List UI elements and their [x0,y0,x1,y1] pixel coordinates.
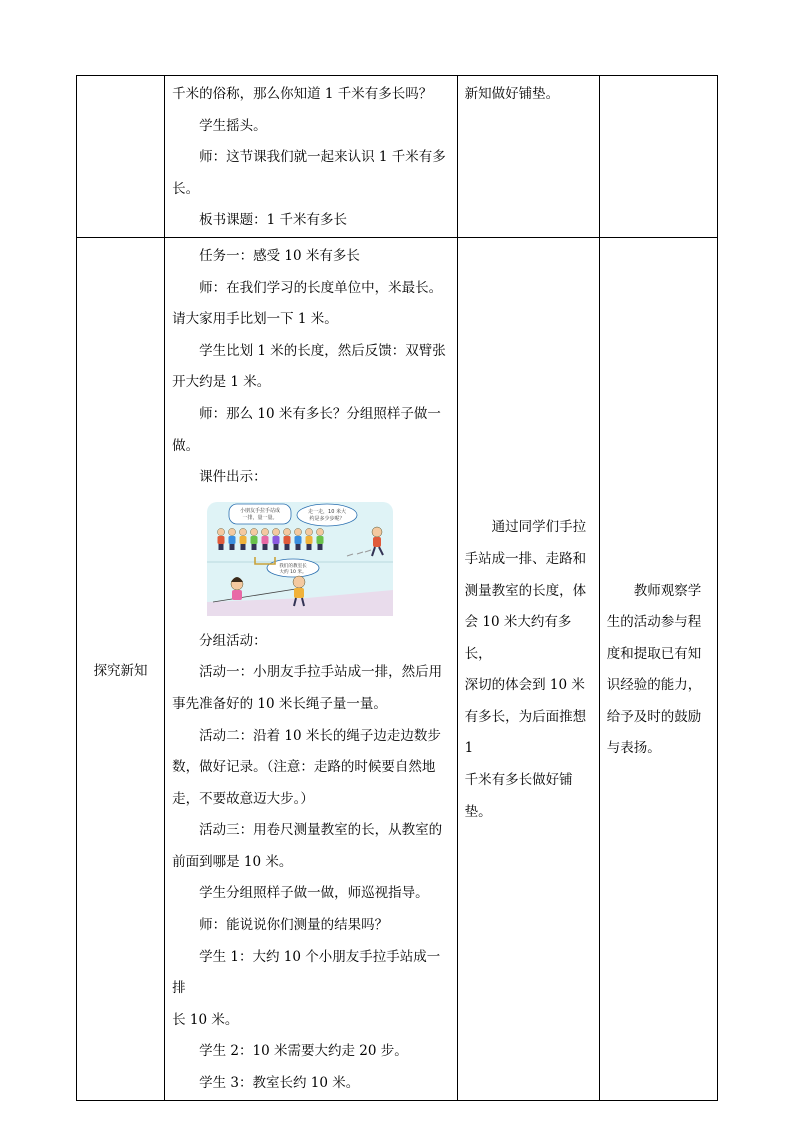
child-figure [306,536,313,544]
svg-text:我们的教室长: 我们的教室长 [279,563,307,569]
svg-text:走一走，10 米大: 走一走，10 米大 [308,508,347,515]
child-figure [229,536,236,544]
stage-cell [77,76,165,238]
table-row [77,76,718,238]
svg-text:小朋友手拉手站成: 小朋友手拉手站成 [240,507,281,514]
child-figure [230,544,235,550]
text-line: 开大约是 1 米。 [172,374,271,391]
intent-cell [457,76,599,238]
text-line: 千米的俗称，那么你知道 1 千米有多长吗？ [172,86,433,102]
text-line: 手站成一排、走路和 [464,550,587,567]
text-line: 识经验的能力， [606,677,702,694]
child-figure [317,528,324,535]
text-line: 学生 2：10 米需要大约走 20 步。 [199,1043,408,1060]
child-figure [273,528,280,535]
text-line: 师：那么 10 米有多长？分组照样子做一 [199,405,441,422]
child-figure [240,528,247,535]
text-line: 学生摇头。 [199,117,267,134]
child-figure [274,544,279,550]
child-figure [284,528,291,535]
text-line: 事先准备好的 10 米长绳子量一量。 [172,695,387,712]
children-measuring-illustration [207,502,393,616]
text-line: 学生 3：教室长约 10 米。 [199,1075,360,1092]
child-figure [251,536,258,544]
child-figure [219,544,224,550]
text-line: 任务一：感受 10 米有多长 [199,247,360,264]
child-figure [252,544,257,550]
courseware-illustration [207,502,393,616]
text-line: 做。 [172,437,200,454]
svg-text:大约 10 米。: 大约 10 米。 [279,569,307,575]
text-line: 走，不要故意迈大步。） [172,790,314,807]
text-line: 前面到哪是 10 米。 [172,853,293,870]
table-row [77,237,718,1100]
svg-text:约是多少步呢？: 约是多少步呢？ [309,515,345,522]
child-figure [306,528,313,535]
child-figure [251,528,258,535]
text-line: 学生 1：大约 10 个小朋友手拉手站成一排 [172,948,441,997]
child-figure [241,544,246,550]
child-figure [284,536,291,544]
child-figure [262,528,269,535]
intent-cell [457,237,599,1100]
process-cell [165,76,457,238]
text-line: 活动三：用卷尺测量教室的长，从教室的 [199,822,443,839]
process-cell [165,237,457,1100]
text-line: 活动一：小朋友手拉手站成一排，然后用 [199,664,443,681]
text-line: 通过同学们手拉 [491,519,587,536]
text-line: 师：在我们学习的长度单位中，米最长。 [199,279,443,296]
child-figure [318,544,323,550]
text-line: 学生分组照样子做一做，师巡视指导。 [199,885,429,902]
child-figure [218,536,225,544]
text-line: 请大家用手比划一下 1 米。 [172,311,338,328]
text-line: 有多长，为后面推想 1 [464,708,587,757]
text-line: 课件出示： [199,469,267,486]
text-line: 板书课题：1 千米有多长 [199,212,348,229]
child-figure [263,544,268,550]
child-figure [295,536,302,544]
text-line: 学生比划 1 米的长度，然后反馈：双臂张 [199,342,446,359]
child-figure [229,528,236,535]
child-figure [295,528,302,535]
stage-label: 探究新知 [93,662,148,679]
text-line: 会 10 米大约有多长， [464,614,572,662]
svg-text:一排，量一量。: 一排，量一量。 [242,514,278,521]
evaluation-cell [599,237,717,1100]
text-line: 与表扬。 [606,740,661,757]
child-figure [296,544,301,550]
text-line: 数，做好记录。（注意：走路的时候要自然地 [172,759,436,776]
text-line: 长。 [172,180,200,197]
text-line: 给予及时的鼓励 [606,708,702,725]
lesson-plan-table [76,75,718,1101]
child-figure [317,536,324,544]
text-line: 千米有多长做好铺垫。 [464,772,573,820]
text-line: 长 10 米。 [172,1011,239,1028]
text-line: 师：能说说你们测量的结果吗？ [199,917,389,934]
child-figure [285,544,290,550]
child-figure [262,536,269,544]
text-line: 师：这节课我们就一起来认识 1 千米有多 [199,149,446,166]
child-figure [218,528,225,535]
text-line: 活动二：沿着 10 米长的绳子边走边数步 [199,727,441,744]
child-figure [240,536,247,544]
text-line: 生的活动参与程 [606,614,702,631]
text-line: 教师观察学 [633,582,702,599]
text-line: 测量教室的长度，体 [464,582,587,599]
text-line: 分组活动： [199,632,267,649]
evaluation-cell [599,76,717,238]
text-line: 度和提取已有知 [606,645,702,662]
child-figure [307,544,312,550]
text-line: 深切的体会到 10 米 [464,677,585,694]
intent-line: 新知做好铺垫。 [464,86,560,102]
child-figure [273,536,280,544]
stage-cell [77,237,165,1100]
